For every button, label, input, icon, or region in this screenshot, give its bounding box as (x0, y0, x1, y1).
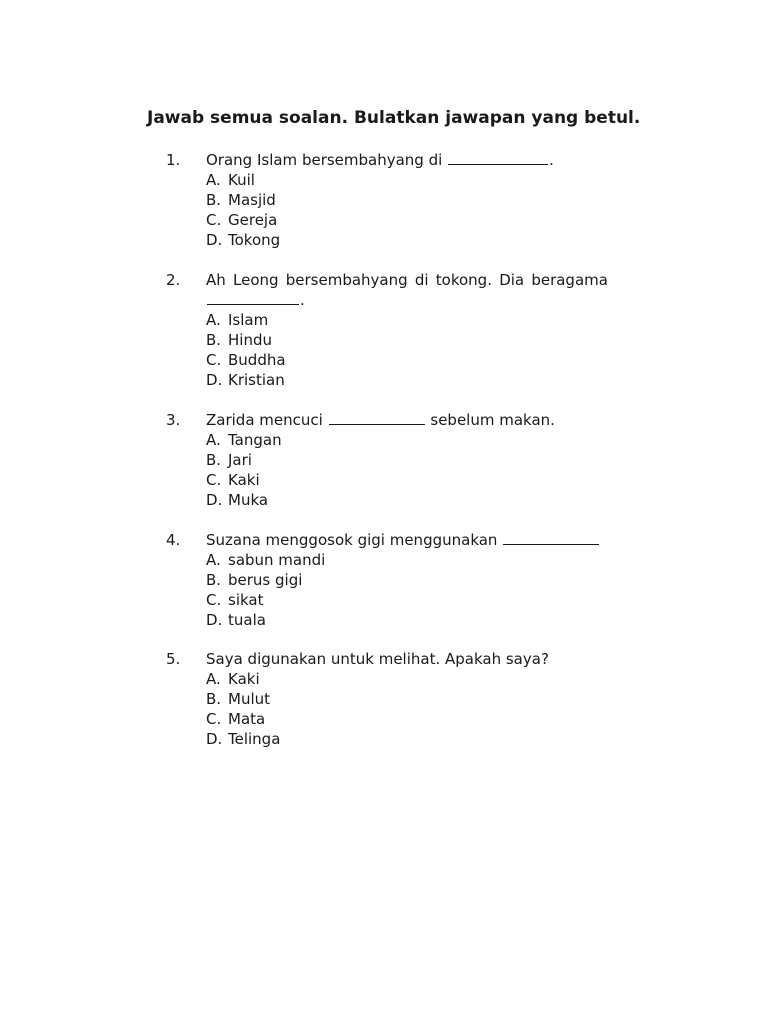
question-stem (166, 410, 616, 430)
option-letter: B. (206, 451, 222, 469)
answer-blank (329, 410, 425, 425)
question-number: 2. (166, 271, 181, 289)
option-text: Islam (228, 311, 269, 329)
options-list (166, 669, 616, 749)
question-text-after: sebelum makan. (430, 411, 555, 429)
option-letter: A. (206, 311, 221, 329)
option-a[interactable] (206, 550, 616, 570)
option-text: Kaki (228, 670, 260, 688)
question-text (206, 150, 554, 170)
option-text: Mata (228, 710, 266, 728)
option-d[interactable] (206, 230, 616, 250)
question-number: 5. (166, 650, 181, 668)
option-letter: C. (206, 710, 222, 728)
question-continuation (166, 290, 616, 310)
question-word: bersembahyang (285, 271, 408, 289)
option-b[interactable] (206, 689, 616, 709)
question-text-after: . (300, 291, 305, 309)
option-letter: B. (206, 690, 222, 708)
instruction-heading: Jawab semua soalan. Bulatkan jawapan yang betul. (147, 108, 641, 128)
question-4 (166, 530, 616, 630)
option-c[interactable] (206, 470, 616, 490)
option-d[interactable] (206, 490, 616, 510)
option-letter: B. (206, 331, 222, 349)
option-text: berus gigi (228, 571, 303, 589)
option-text: Kristian (228, 371, 285, 389)
option-text: Muka (228, 491, 269, 509)
question-2 (166, 270, 616, 390)
question-text-before: Orang Islam bersembahyang di (206, 151, 443, 169)
option-b[interactable] (206, 330, 616, 350)
question-word: di (414, 271, 429, 289)
answer-blank (503, 530, 599, 545)
option-text: Telinga (228, 730, 281, 748)
question-5 (166, 649, 616, 749)
question-1 (166, 150, 616, 250)
option-text: sikat (228, 591, 264, 609)
option-letter: C. (206, 211, 222, 229)
question-stem (166, 649, 616, 669)
options-list (166, 310, 616, 390)
option-letter: C. (206, 471, 222, 489)
question-text-before: Suzana menggosok gigi menggunakan (206, 531, 498, 549)
question-number: 4. (166, 531, 181, 549)
question-word: beragama (531, 271, 608, 289)
option-letter: D. (206, 611, 223, 629)
option-letter: D. (206, 730, 223, 748)
question-word: Leong (233, 271, 279, 289)
option-text: Mulut (228, 690, 271, 708)
option-text: Kuil (228, 171, 255, 189)
question-text: Saya digunakan untuk melihat. Apakah saya? (206, 650, 549, 668)
option-letter: A. (206, 551, 221, 569)
option-a[interactable] (206, 669, 616, 689)
option-a[interactable] (206, 310, 616, 330)
question-stem (166, 530, 616, 550)
option-letter: C. (206, 591, 222, 609)
option-letter: A. (206, 670, 221, 688)
option-c[interactable] (206, 210, 616, 230)
option-letter: B. (206, 571, 222, 589)
option-text: tuala (228, 611, 266, 629)
option-d[interactable] (206, 610, 616, 630)
question-3 (166, 410, 616, 510)
question-text (206, 530, 600, 550)
option-text: Hindu (228, 331, 272, 349)
question-text-after: . (549, 151, 554, 169)
option-text: Jari (228, 451, 252, 469)
option-letter: A. (206, 431, 221, 449)
option-a[interactable] (206, 170, 616, 190)
question-text (206, 410, 555, 430)
question-number: 3. (166, 411, 181, 429)
question-word: tokong. (435, 271, 492, 289)
option-text: Buddha (228, 351, 286, 369)
question-word: Ah (206, 271, 226, 289)
option-text: Tangan (228, 431, 282, 449)
answer-blank (207, 290, 299, 305)
options-list (166, 170, 616, 250)
option-text: Masjid (228, 191, 276, 209)
option-letter: D. (206, 491, 223, 509)
option-d[interactable] (206, 370, 616, 390)
option-text: Kaki (228, 471, 260, 489)
question-text-before: Zarida mencuci (206, 411, 323, 429)
answer-blank (448, 150, 548, 165)
option-text: sabun mandi (228, 551, 326, 569)
option-letter: A. (206, 171, 221, 189)
option-c[interactable] (206, 590, 616, 610)
question-stem (166, 270, 616, 290)
option-letter: D. (206, 231, 223, 249)
option-d[interactable] (206, 729, 616, 749)
option-letter: C. (206, 351, 222, 369)
option-c[interactable] (206, 709, 616, 729)
question-word: Dia (499, 271, 525, 289)
option-text: Tokong (228, 231, 281, 249)
options-list (166, 430, 616, 510)
options-list (166, 550, 616, 630)
option-b[interactable] (206, 190, 616, 210)
option-c[interactable] (206, 350, 616, 370)
option-a[interactable] (206, 430, 616, 450)
option-text: Gereja (228, 211, 278, 229)
question-stem (166, 150, 616, 170)
question-text (206, 270, 608, 290)
option-b[interactable] (206, 570, 616, 590)
option-letter: D. (206, 371, 223, 389)
option-letter: B. (206, 191, 222, 209)
question-number: 1. (166, 151, 181, 169)
option-b[interactable] (206, 450, 616, 470)
